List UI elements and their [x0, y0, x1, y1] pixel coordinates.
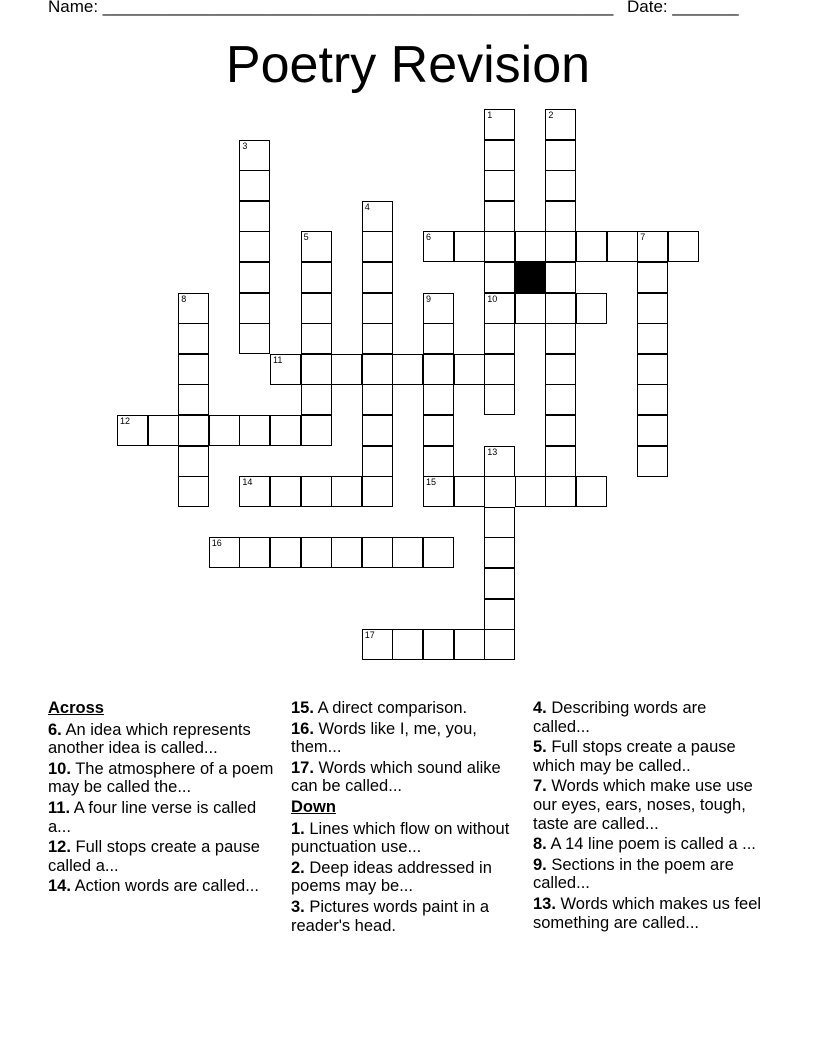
clue-number: 7: [640, 232, 646, 243]
across-heading: Across: [48, 699, 104, 717]
clue-number: 13: [487, 446, 498, 457]
crossword-cell[interactable]: [362, 354, 393, 385]
crossword-cell[interactable]: [484, 140, 515, 171]
clues-column-1: [48, 699, 278, 898]
clue-down-2: 2. Deep ideas addressed in poems may be...: [291, 858, 492, 896]
clue-number: 16: [211, 538, 222, 549]
crossword-cell[interactable]: [423, 476, 454, 507]
crossword-cell[interactable]: [239, 262, 270, 293]
crossword-cell[interactable]: [331, 476, 362, 507]
name-field[interactable]: Name: ______________________________________________________: [48, 0, 614, 16]
clue-number: 1: [487, 110, 493, 120]
crossword-cell[interactable]: [484, 599, 515, 630]
crossword-cell[interactable]: [454, 231, 485, 262]
crossword-cell[interactable]: [270, 415, 301, 446]
crossword-cell[interactable]: [637, 323, 668, 354]
clue-number: 8: [181, 293, 187, 304]
crossword-cell[interactable]: [423, 446, 454, 477]
clue-across-15: 15. A direct comparison.: [291, 699, 468, 717]
crossword-cell[interactable]: [423, 629, 454, 660]
crossword-cell[interactable]: [301, 384, 332, 415]
crossword-cell[interactable]: [270, 537, 301, 568]
clue-number: 14: [242, 477, 253, 488]
clue-number: 11: [273, 354, 283, 365]
crossword-cell[interactable]: [331, 354, 362, 385]
crossword-cell[interactable]: [545, 231, 576, 262]
date-field[interactable]: Date: _______: [627, 0, 739, 16]
clue-number: 10: [487, 293, 498, 304]
page-title: Poetry Revision: [225, 36, 591, 94]
crossword-cell[interactable]: [484, 231, 515, 262]
crossword-cell[interactable]: [239, 537, 270, 568]
crossword-cell[interactable]: [637, 231, 668, 262]
crossword-cell[interactable]: [454, 629, 485, 660]
crossword-cell[interactable]: [301, 293, 332, 324]
crossword-cell[interactable]: [362, 384, 393, 415]
crossword-cell[interactable]: [576, 231, 607, 262]
crossword-cell[interactable]: [637, 384, 668, 415]
crossword-cell[interactable]: [392, 629, 423, 660]
clue-number: 5: [303, 232, 309, 243]
clues-column-3: [533, 699, 763, 934]
black-square: [515, 262, 546, 293]
crossword-cell[interactable]: [637, 446, 668, 477]
crossword-cell[interactable]: [301, 262, 332, 293]
crossword-cell[interactable]: [484, 262, 515, 293]
crossword-cell[interactable]: [545, 476, 576, 507]
crossword-cell[interactable]: [392, 537, 423, 568]
crossword-cell[interactable]: [239, 201, 270, 232]
crossword-cell[interactable]: [270, 476, 301, 507]
crossword-cell[interactable]: [484, 109, 515, 140]
crossword-cell[interactable]: [423, 537, 454, 568]
crossword-cell[interactable]: [484, 384, 515, 415]
crossword-cell[interactable]: [178, 293, 209, 324]
crossword-cell[interactable]: [484, 568, 515, 599]
clue-down-4: 4. Describing words are called...: [533, 699, 707, 736]
crossword-cell[interactable]: [423, 323, 454, 354]
crossword-cell[interactable]: [545, 201, 576, 232]
crossword-cell[interactable]: [545, 354, 576, 385]
clue-number: 15: [426, 477, 437, 488]
clue-across-14: 14. Action words are called...: [48, 877, 259, 896]
clue-across-17: 17. Words which sound alike can be called...: [291, 758, 501, 796]
crossword-cell[interactable]: [545, 262, 576, 293]
crossword-cell[interactable]: [515, 293, 546, 324]
crossword-cell[interactable]: [239, 323, 270, 354]
crossword-cell[interactable]: [637, 415, 668, 446]
clue-down-1: 1. Lines which flow on without punctuation use...: [291, 819, 510, 857]
crossword-cell[interactable]: [484, 170, 515, 201]
clue-number: 9: [426, 293, 432, 304]
crossword-cell[interactable]: [362, 415, 393, 446]
crossword-cell[interactable]: [362, 323, 393, 354]
crossword-cell[interactable]: [117, 415, 148, 446]
crossword-cell[interactable]: [178, 354, 209, 385]
crossword-cell[interactable]: [423, 293, 454, 324]
crossword-cell[interactable]: [362, 201, 393, 232]
crossword-cell[interactable]: [484, 354, 515, 385]
crossword-cell[interactable]: [454, 354, 485, 385]
crossword-cell[interactable]: [209, 415, 240, 446]
crossword-cell[interactable]: [362, 293, 393, 324]
crossword-cell[interactable]: [423, 384, 454, 415]
clue-number: 3: [242, 140, 248, 151]
clue-number: 6: [426, 232, 432, 243]
crossword-cell[interactable]: [484, 629, 515, 660]
crossword-cell[interactable]: [301, 323, 332, 354]
crossword-cell[interactable]: [239, 140, 270, 171]
crossword-cell[interactable]: [545, 170, 576, 201]
crossword-cell[interactable]: [423, 354, 454, 385]
crossword-cell[interactable]: [484, 537, 515, 568]
crossword-cell[interactable]: [545, 109, 576, 140]
crossword-cell[interactable]: [668, 231, 699, 262]
crossword-cell[interactable]: [423, 415, 454, 446]
crossword-cell[interactable]: [423, 231, 454, 262]
clue-down-9: 9. Sections in the poem are called...: [533, 855, 734, 893]
crossword-cell[interactable]: [362, 262, 393, 293]
crossword-cell[interactable]: [239, 476, 270, 507]
crossword-cell[interactable]: [576, 293, 607, 324]
crossword-cell[interactable]: [545, 140, 576, 171]
crossword-cell[interactable]: [484, 446, 515, 477]
crossword-cell[interactable]: [484, 201, 515, 232]
clue-number: 4: [364, 201, 370, 212]
crossword-cell[interactable]: [362, 537, 393, 568]
crossword-cell[interactable]: [178, 384, 209, 415]
clue-down-8: 8. A 14 line poem is called a ...: [533, 835, 756, 854]
crossword-cell[interactable]: [637, 293, 668, 324]
crossword-cell[interactable]: [148, 415, 179, 446]
clues-column-2: [291, 699, 521, 937]
crossword-cell[interactable]: [454, 476, 485, 507]
crossword-cell[interactable]: [362, 629, 393, 660]
clue-down-13: 13. Words which makes us feel something are called...: [533, 894, 762, 932]
crossword-cell[interactable]: [301, 231, 332, 262]
crossword-cell[interactable]: [178, 476, 209, 507]
clue-down-7: 7. Words which make use use our eyes, ears, noses, tough, taste are called...: [533, 777, 753, 833]
crossword-cell[interactable]: [178, 323, 209, 354]
crossword-cell[interactable]: [637, 354, 668, 385]
clue-number: 17: [364, 630, 375, 641]
crossword-cell[interactable]: [239, 170, 270, 201]
clue-down-3: 3. Pictures words paint in a reader's head.: [291, 897, 490, 935]
crossword-cell[interactable]: [301, 354, 332, 385]
clue-across-11: 11. A four line verse is called a...: [48, 798, 257, 836]
crossword-cell[interactable]: [331, 537, 362, 568]
crossword-cell[interactable]: [545, 384, 576, 415]
crossword-cell[interactable]: [392, 354, 423, 385]
crossword-cell[interactable]: [607, 231, 638, 262]
clue-number: 2: [548, 110, 554, 120]
crossword-cell[interactable]: [545, 446, 576, 477]
clue-number: 12: [120, 416, 131, 426]
crossword-cell[interactable]: [362, 476, 393, 507]
crossword-cell[interactable]: [484, 293, 515, 324]
crossword-cell[interactable]: [301, 537, 332, 568]
crossword-cell[interactable]: [270, 354, 301, 385]
crossword-cell[interactable]: [545, 415, 576, 446]
crossword-cell[interactable]: [362, 231, 393, 262]
crossword-cell[interactable]: [545, 293, 576, 324]
crossword-cell[interactable]: [545, 323, 576, 354]
crossword-cell[interactable]: [209, 537, 240, 568]
crossword-cell[interactable]: [515, 476, 546, 507]
clue-across-10: 10. The atmosphere of a poem may be called the...: [48, 759, 274, 797]
crossword-cell[interactable]: [239, 231, 270, 262]
crossword-cell[interactable]: [301, 476, 332, 507]
clue-down-5: 5. Full stops create a pause which may be called..: [533, 738, 736, 775]
crossword-cell[interactable]: [515, 231, 546, 262]
crossword-cell[interactable]: [637, 262, 668, 293]
clue-across-16: 16. Words like I, me, you, them...: [291, 719, 477, 757]
crossword-cell[interactable]: [178, 415, 209, 446]
crossword-cell[interactable]: [301, 415, 332, 446]
crossword-cell[interactable]: [484, 507, 515, 538]
clue-across-12: 12. Full stops create a pause called a...: [48, 838, 260, 875]
crossword-cell[interactable]: [239, 293, 270, 324]
clue-across-6: 6. An idea which represents another idea is called...: [48, 720, 251, 758]
crossword-cell[interactable]: [239, 415, 270, 446]
crossword-cell[interactable]: [484, 323, 515, 354]
crossword-cell[interactable]: [178, 446, 209, 477]
down-heading: Down: [291, 797, 336, 816]
crossword-cell[interactable]: [576, 476, 607, 507]
crossword-cell[interactable]: [362, 446, 393, 477]
